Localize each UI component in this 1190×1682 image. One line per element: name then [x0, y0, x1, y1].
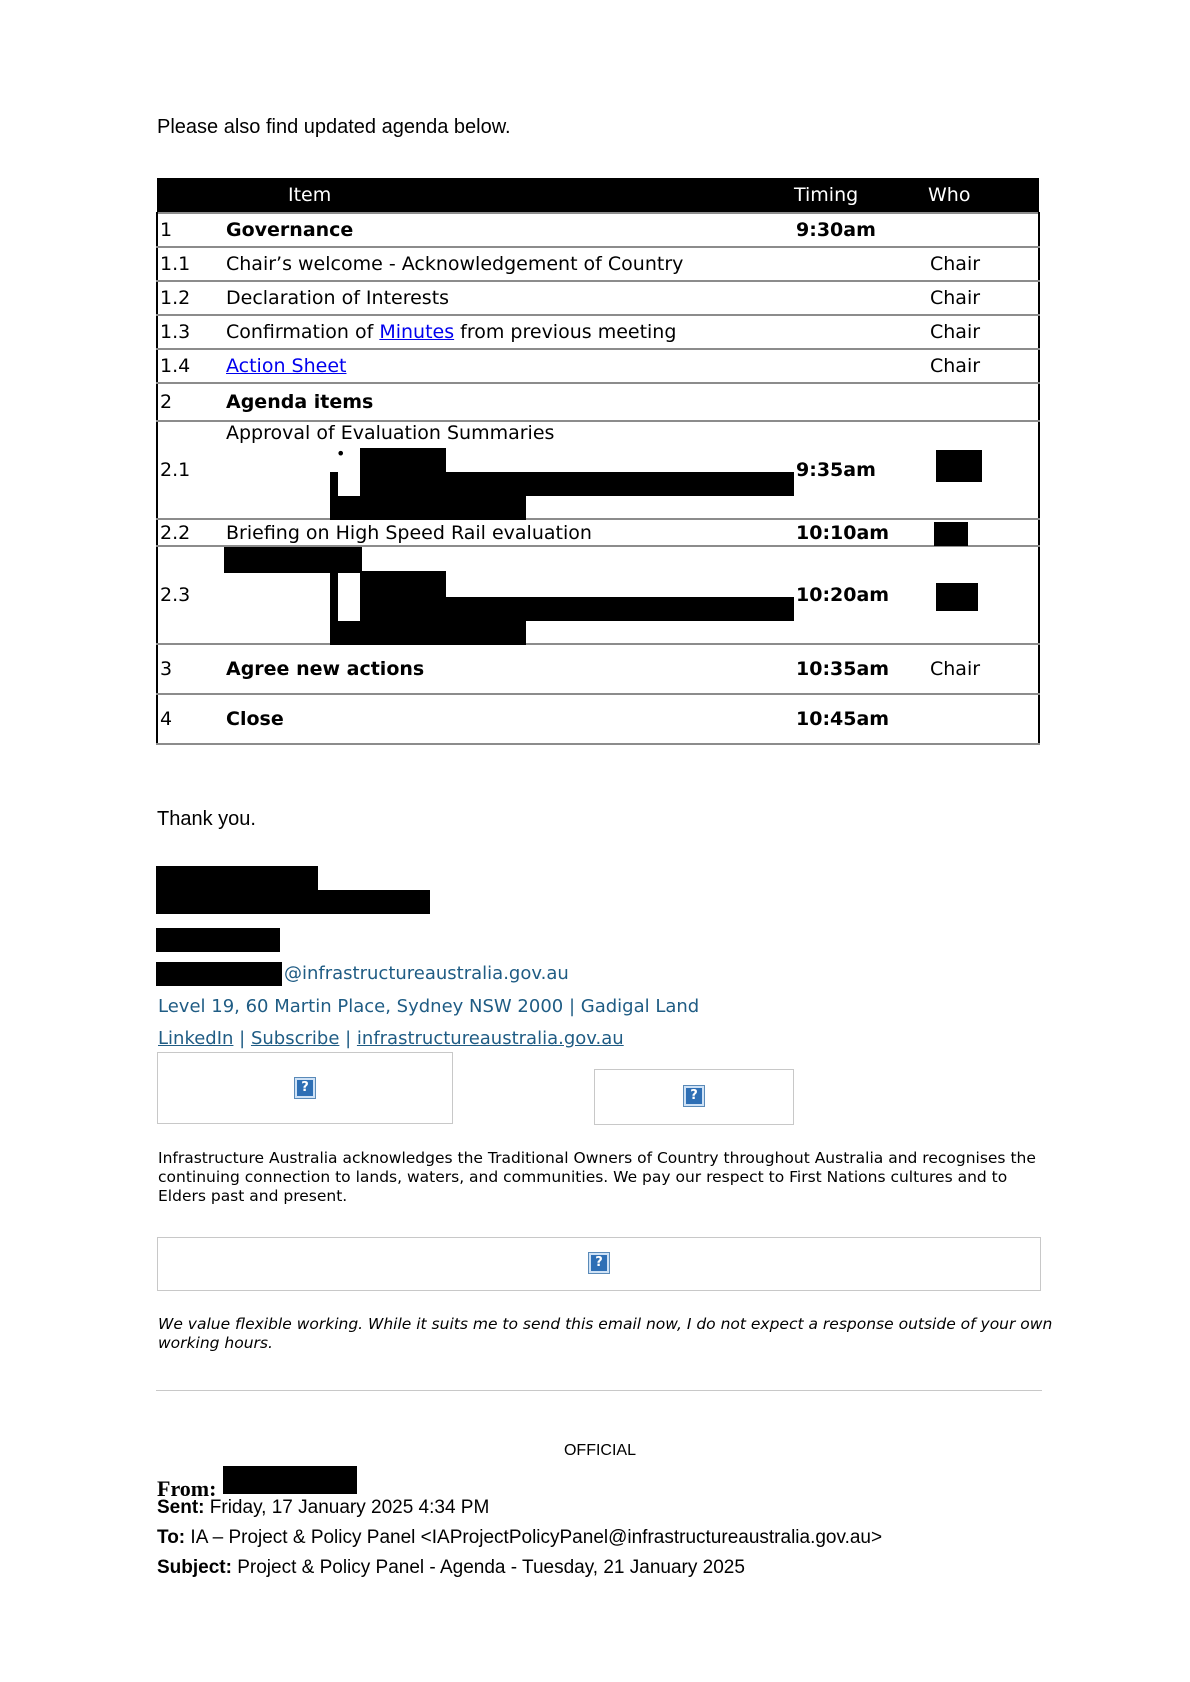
- linkedin-link[interactable]: LinkedIn: [158, 1028, 234, 1049]
- signature-email-redaction: [156, 962, 282, 986]
- missing-image-icon: ?: [588, 1252, 610, 1274]
- sent-label: Sent:: [157, 1497, 205, 1518]
- row-who: [928, 519, 1039, 546]
- from-redaction: [223, 1466, 357, 1494]
- website-link[interactable]: infrastructureaustralia.gov.au: [356, 1028, 624, 1049]
- agenda-table: [156, 178, 1040, 745]
- row-timing: 10:35am: [794, 644, 928, 694]
- row-item: Agenda items: [224, 383, 794, 421]
- missing-image-1: [157, 1052, 453, 1124]
- agenda-row: [157, 315, 1039, 349]
- row-who: Chair: [928, 247, 1039, 281]
- to-label: To:: [157, 1527, 186, 1548]
- row-timing: [794, 383, 928, 421]
- row-who: [928, 421, 1039, 519]
- row-num: 1.1: [157, 247, 224, 281]
- row-num: 2: [157, 383, 224, 421]
- row-item: [224, 546, 794, 644]
- redaction-block: [936, 583, 978, 611]
- row-who: Chair: [928, 349, 1039, 383]
- row-item: [224, 421, 794, 519]
- row-timing: [794, 247, 928, 281]
- signature-email-domain: @infrastructureaustralia.gov.au: [284, 963, 569, 984]
- row-who: [928, 694, 1039, 744]
- intro-text: Please also find updated agenda below.: [157, 116, 511, 138]
- row-item: Close: [224, 694, 794, 744]
- redaction-block: [360, 472, 794, 496]
- row-who: Chair: [928, 315, 1039, 349]
- header-num: [157, 178, 224, 213]
- item-prefix: Confirmation of: [226, 321, 380, 343]
- thanks-text: Thank you.: [157, 808, 256, 830]
- missing-image-2: [594, 1069, 794, 1125]
- agenda-row: [157, 247, 1039, 281]
- row-item: [224, 349, 794, 383]
- missing-image-icon: ?: [294, 1077, 316, 1099]
- header-item: Item: [224, 178, 794, 213]
- link-separator: |: [339, 1028, 357, 1049]
- row-item: Governance: [224, 213, 794, 247]
- row-who: [928, 383, 1039, 421]
- subject-value: Project & Policy Panel - Agenda - Tuesday, 21 January 2025: [237, 1557, 745, 1578]
- signature-title-redaction: [318, 890, 430, 914]
- row-timing: 9:35am: [794, 421, 928, 519]
- row-timing: [794, 349, 928, 383]
- signature-name-redaction: [156, 866, 318, 914]
- row-timing: 9:30am: [794, 213, 928, 247]
- signature-links: [158, 1028, 624, 1049]
- row-item: Declaration of Interests: [224, 281, 794, 315]
- row-who: Chair: [928, 281, 1039, 315]
- to-value: IA – Project & Policy Panel <IAProjectPolicyPanel@infrastructureaustralia.gov.au>: [190, 1527, 883, 1548]
- row-num: 2.3: [157, 546, 224, 644]
- row-timing: 10:10am: [794, 519, 928, 546]
- row-num: 1.3: [157, 315, 224, 349]
- agenda-row: [157, 383, 1039, 421]
- agenda-row: [157, 349, 1039, 383]
- row-item: Chair’s welcome - Acknowledgement of Country: [224, 247, 794, 281]
- row-timing: [794, 281, 928, 315]
- agenda-row: [157, 694, 1039, 744]
- sent-value: Friday, 17 January 2025 4:34 PM: [209, 1497, 490, 1518]
- subject-line: [157, 1557, 745, 1579]
- signature-phone-redaction: [156, 928, 280, 952]
- agenda-header-row: [157, 178, 1039, 213]
- agenda-row: [157, 644, 1039, 694]
- header-who: Who: [928, 178, 1039, 213]
- signature-address: Level 19, 60 Martin Place, Sydney NSW 2000 | Gadigal Land: [158, 996, 700, 1017]
- row-item: Agree new actions: [224, 644, 794, 694]
- row-num: 1.4: [157, 349, 224, 383]
- header-timing: Timing: [794, 178, 928, 213]
- row-num: 1.2: [157, 281, 224, 315]
- agenda-row: [157, 281, 1039, 315]
- item-suffix: from previous meeting: [454, 321, 677, 343]
- row-who: [928, 213, 1039, 247]
- row-num: 4: [157, 694, 224, 744]
- row-num: 1: [157, 213, 224, 247]
- link-separator: |: [233, 1028, 251, 1049]
- bullet: •: [336, 444, 346, 463]
- redaction-block: [936, 450, 982, 482]
- row-item: [224, 315, 794, 349]
- row-num: 2.1: [157, 421, 224, 519]
- sent-line: [157, 1497, 489, 1519]
- redaction-block: [224, 547, 362, 573]
- row-timing: [794, 315, 928, 349]
- row-who: [928, 546, 1039, 644]
- row-item: Briefing on High Speed Rail evaluation: [224, 519, 794, 546]
- redaction-block: [360, 597, 794, 621]
- agenda-row: [157, 421, 1039, 519]
- missing-image-icon: ?: [683, 1085, 705, 1107]
- row-who: Chair: [928, 644, 1039, 694]
- flexible-working-note: We value flexible working. While it suits me to send this email now, I do not expect a response outside of your own working hours.: [158, 1315, 1053, 1352]
- row-item-title: Approval of Evaluation Summaries: [226, 422, 555, 444]
- subscribe-link[interactable]: Subscribe: [250, 1028, 340, 1049]
- redaction-block: [330, 496, 526, 520]
- action-sheet-link[interactable]: Action Sheet: [226, 355, 347, 377]
- row-num: 2.2: [157, 519, 224, 546]
- agenda-row: [157, 213, 1039, 247]
- subject-label: Subject:: [157, 1557, 232, 1578]
- row-timing: 10:20am: [794, 546, 928, 644]
- agenda-row: [157, 546, 1039, 644]
- row-num: 3: [157, 644, 224, 694]
- from-label: From:: [157, 1476, 217, 1501]
- row-timing: 10:45am: [794, 694, 928, 744]
- redaction-block: [934, 522, 968, 546]
- minutes-link[interactable]: Minutes: [379, 321, 455, 343]
- redaction-block: [330, 621, 526, 645]
- acknowledgement-text: Infrastructure Australia acknowledges the Traditional Owners of Country throughout Australia and recognises the continuing connection to lands, waters, and communities. We pay our respect to First Nations cultures and to Elders past and present.: [158, 1149, 1036, 1205]
- missing-image-3: [157, 1237, 1041, 1291]
- classification-label: OFFICIAL: [563, 1442, 636, 1459]
- redaction-block: [330, 472, 338, 496]
- to-line: [157, 1527, 882, 1549]
- divider: [156, 1390, 1042, 1391]
- agenda-row: [157, 519, 1039, 546]
